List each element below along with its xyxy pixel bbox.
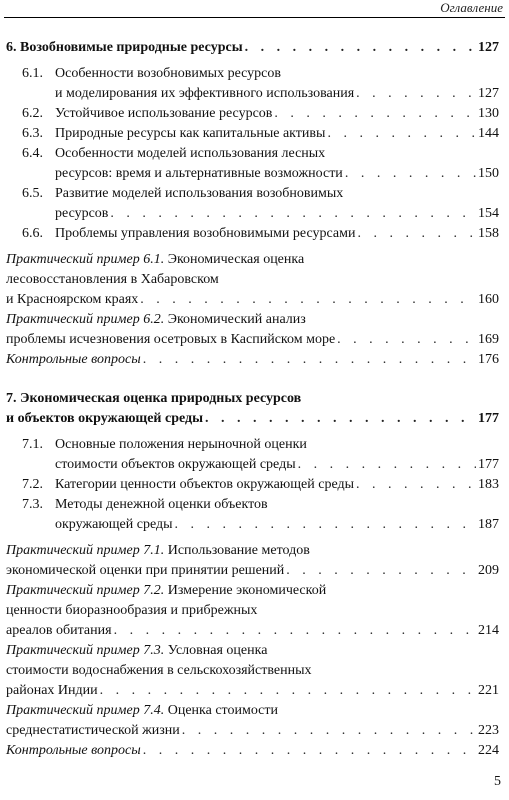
example-label: Практический пример 7.4. [6, 703, 165, 718]
dot-leader [245, 38, 476, 58]
page-ref: 150 [478, 166, 499, 181]
section-number: 6.4. [22, 146, 43, 161]
example-title: Оценка стоимости [167, 703, 279, 718]
example-title-cont: районах Индии [6, 683, 98, 698]
section-title: Особенности моделей использования лесных [55, 146, 326, 161]
page-ref: 224 [478, 743, 499, 758]
example-label: Практический пример 7.1. [6, 543, 165, 558]
section-title-cont: ресурсов: время и альтернативные возможности [55, 166, 343, 181]
page-ref: 176 [478, 352, 499, 367]
chapter-title-cont: и объектов окружающей среды [6, 411, 204, 426]
example-title-cont: среднестатистической жизни [6, 723, 180, 738]
dot-leader [205, 409, 476, 429]
example-title-cont: лесовосстановления в Хабаровском [6, 272, 219, 287]
dot-leader [114, 621, 476, 641]
example-label: Практический пример 6.2. [6, 312, 165, 327]
example-title-cont: экономической оценки при принятии решений [6, 563, 285, 578]
example-title: Экономическая оценка [167, 252, 305, 267]
dot-leader [298, 455, 476, 475]
example-title: Измерение экономической [167, 583, 327, 598]
section-number: 6.5. [22, 186, 43, 201]
toc-section-6-4[interactable] [22, 144, 499, 184]
table-of-contents [0, 38, 509, 761]
example-label: Практический пример 7.3. [6, 643, 165, 658]
page-ref: 127 [478, 40, 499, 55]
page-ref: 209 [478, 563, 499, 578]
toc-section-7-3[interactable] [22, 495, 499, 535]
dot-leader [175, 515, 476, 535]
section-number: 6.1. [22, 66, 43, 81]
dot-leader [357, 224, 476, 244]
dot-leader [356, 84, 476, 104]
page-ref: 187 [478, 517, 499, 532]
section-title: Устойчивое использование ресурсов [55, 106, 273, 121]
section-title: Природные ресурсы как капитальные активы [55, 126, 326, 141]
toc-section-6-1[interactable] [22, 64, 499, 104]
toc-chapter-7[interactable] [6, 389, 499, 429]
page-ref: 214 [478, 623, 499, 638]
toc-section-6-3[interactable] [22, 124, 499, 144]
toc-example-7-4[interactable] [6, 701, 499, 741]
section-title: Развитие моделей использования возобновимых [55, 186, 344, 201]
chapter-title: 7. Экономическая оценка природных ресурсов [6, 391, 302, 406]
section-number: 7.2. [22, 477, 43, 492]
toc-section-6-5[interactable] [22, 184, 499, 224]
dot-leader [143, 350, 476, 370]
section-title-cont: окружающей среды [55, 517, 173, 532]
dot-leader [356, 475, 476, 495]
section-title: Основные положения нерыночной оценки [55, 437, 307, 452]
section-title: Методы денежной оценки объектов [55, 497, 268, 512]
page-ref: 160 [478, 292, 499, 307]
section-title-cont: ресурсов [55, 206, 109, 221]
page-ref: 169 [478, 332, 499, 347]
page-number: 5 [494, 774, 501, 789]
running-header: Оглавление [440, 0, 503, 15]
toc-section-7-2[interactable] [22, 475, 499, 495]
dot-leader [327, 124, 476, 144]
toc-example-7-3[interactable] [6, 641, 499, 701]
example-title: Условная оценка [167, 643, 268, 658]
toc-section-6-2[interactable] [22, 104, 499, 124]
dot-leader [345, 164, 476, 184]
questions-label: Контрольные вопросы [6, 352, 141, 367]
section-title-cont: стоимости объектов окружающей среды [55, 457, 296, 472]
section-number: 7.3. [22, 497, 43, 512]
example-label: Практический пример 6.1. [6, 252, 165, 267]
dot-leader [182, 721, 476, 741]
example-title-cont: проблемы исчезновения осетровых в Каспийском море [6, 332, 336, 347]
page-ref: 221 [478, 683, 499, 698]
example-title-cont: ареалов обитания [6, 623, 112, 638]
dot-leader [140, 290, 476, 310]
page-ref: 154 [478, 206, 499, 221]
example-label: Практический пример 7.2. [6, 583, 165, 598]
example-title: Экономический анализ [167, 312, 306, 327]
toc-section-7-1[interactable] [22, 435, 499, 475]
page-ref: 144 [478, 126, 499, 141]
section-title-cont: и моделирования их эффективного использования [55, 86, 355, 101]
header-rule [4, 17, 505, 18]
example-title: Использование методов [167, 543, 310, 558]
section-title: Проблемы управления возобновимыми ресурсами [55, 226, 356, 241]
page-ref: 177 [478, 457, 499, 472]
toc-questions-7[interactable] [6, 741, 499, 761]
dot-leader [110, 204, 476, 224]
page-ref: 130 [478, 106, 499, 121]
example-title-cont: и Красноярском краях [6, 292, 139, 307]
section-number: 6.2. [22, 106, 43, 121]
toc-questions-6[interactable] [6, 350, 499, 370]
section-title: Категории ценности объектов окружающей среды [55, 477, 355, 492]
dot-leader [274, 104, 476, 124]
toc-example-7-2[interactable] [6, 581, 499, 641]
chapter-title: 6. Возобновимые природные ресурсы [6, 40, 243, 55]
example-title-cont: ценности биоразнообразия и прибрежных [6, 603, 258, 618]
questions-label: Контрольные вопросы [6, 743, 141, 758]
page-ref: 223 [478, 723, 499, 738]
toc-example-6-1[interactable] [6, 250, 499, 310]
section-number: 7.1. [22, 437, 43, 452]
section-number: 6.6. [22, 226, 43, 241]
toc-section-6-6[interactable] [22, 224, 499, 244]
page-ref: 158 [478, 226, 499, 241]
dot-leader [100, 681, 476, 701]
toc-example-7-1[interactable] [6, 541, 499, 581]
toc-chapter-6[interactable] [6, 38, 499, 58]
page-ref: 183 [478, 477, 499, 492]
page-ref: 127 [478, 86, 499, 101]
dot-leader [143, 741, 476, 761]
section-title: Особенности возобновимых ресурсов [55, 66, 281, 81]
page-ref: 177 [478, 411, 499, 426]
toc-example-6-2[interactable] [6, 310, 499, 350]
dot-leader [337, 330, 476, 350]
dot-leader [286, 561, 476, 581]
example-title-cont: стоимости водоснабжения в сельскохозяйственных [6, 663, 312, 678]
section-number: 6.3. [22, 126, 43, 141]
